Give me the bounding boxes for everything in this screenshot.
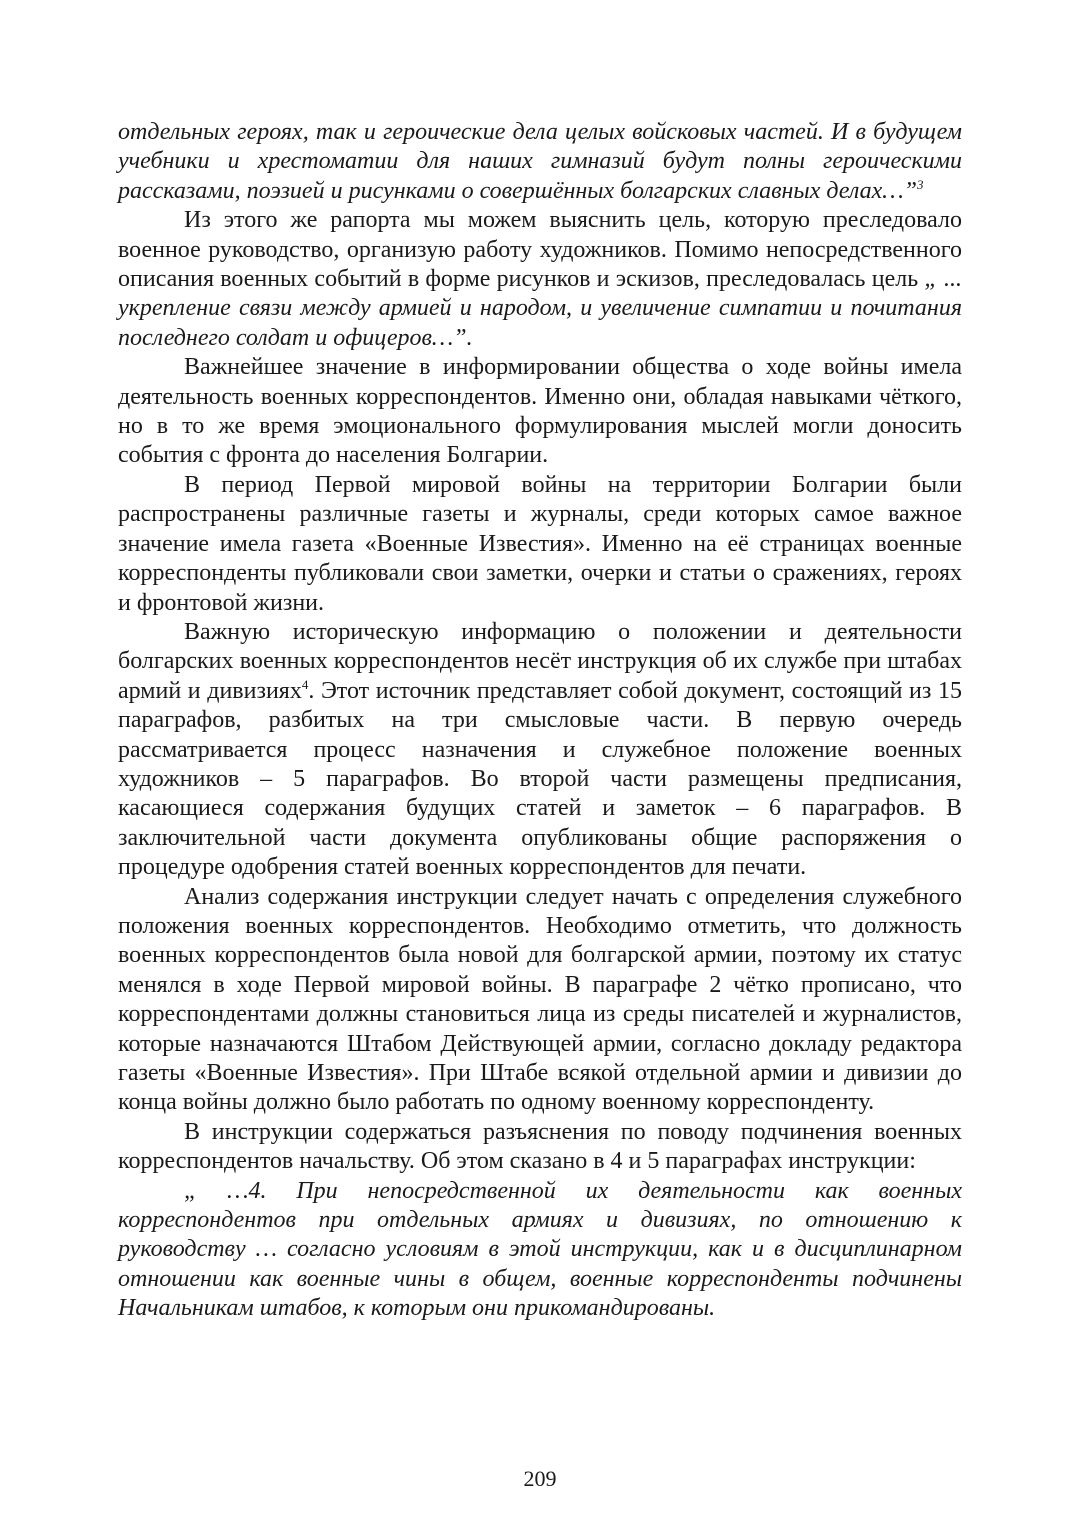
opening-quote	[118, 118, 962, 206]
paragraph-instruction	[118, 618, 962, 883]
paragraph-goal-text: Из этого же рапорта мы можем выяснить цель, которую преследовало военное руководство, организую работу художников. Помимо непосредственного описания военных событий в форме рисунков и эскизов, преследовалась цель	[118, 207, 962, 293]
paragraph-correspondents: Важнейшее значение в информировании общества о ходе войны имела деятельность военных корреспондентов. Именно они, обладая навыками чёткого, но в то же время эмоционального формулирования мыслей могли доносить события с фронта до населения Болгарии.	[118, 354, 962, 469]
footnote-marker-4: 4	[301, 676, 309, 692]
opening-quote-text: отдельных героях, так и героические дела целых войсковых частей. И в будущем учебники и хрестоматии для наших гимназий будут полны героическими рассказами, поэзией и рисунками о совершённых болгарских славных делах…”	[118, 119, 962, 204]
page-number: 209	[523, 1466, 557, 1491]
paragraph-goal-quote: „ ... укрепление связи между армией и народом, и увеличение симпатии и почитания последнего солдат и офицеров…”.	[118, 266, 962, 351]
paragraph-instruction-text-b: . Этот источник представляет собой документ, состоящий из 15 параграфов, разбитых на три смысловые части. В первую очередь рассматривается процесс назначения и служебное положение военных художников – 5 параграфов. Во второй части размещены предписания, касающиеся содержания будущих статей и заметок – 6 параграфов. В заключительной части документа опубликованы общие распоряжения о процедуре одобрения статей военных корреспондентов для печати.	[118, 677, 962, 881]
paragraph-goal	[118, 206, 962, 353]
paragraph-subordination: В инструкции содержаться разъяснения по поводу подчинения военных корреспондентов начальству. Об этом сказано в 4 и 5 параграфах инструкции:	[118, 1118, 962, 1175]
page-body	[118, 118, 962, 1324]
paragraph-newspapers: В период Первой мировой войны на территории Болгарии были распространены различные газеты и журналы, среди которых самое важное значение имела газета «Военные Известия». Именно на её страницах военные корреспонденты публиковали свои заметки, очерки и статьи о сражениях, героях и фронтовой жизни.	[118, 471, 962, 616]
footnote-marker-3: 3	[916, 176, 924, 192]
quote-paragraph-4: „ …4. При непосредственной их деятельности как военных корреспондентов при отдельных армиях и дивизиях, по отношению к руководству … согласно условиям в этой инструкции, как и в дисциплинарном отношении как военные чины в общем, военные корреспонденты подчинены Начальникам штабов, к которым они прикомандированы.	[118, 1177, 962, 1322]
paragraph-analysis: Анализ содержания инструкции следует начать с определения служебного положения военных корреспондентов. Необходимо отметить, что должность военных корреспондентов была новой для болгарской армии, поэтому их статус менялся в ходе Первой мировой войны. В параграфе 2 чётко прописано, что корреспондентами должны становиться лица из среды писателей и журналистов, которые назначаются Штабом Действующей армии, согласно докладу редактора газеты «Военные Известия». При Штабе всякой отдельной армии и дивизии до конца войны должно было работать по одному военному корреспонденту.	[118, 883, 962, 1116]
paragraph-instruction-text-a: Важную историческую информацию о положении и деятельности болгарских военных корреспондентов несёт инструкция об их службе при штабах армий и дивизиях	[118, 618, 962, 704]
